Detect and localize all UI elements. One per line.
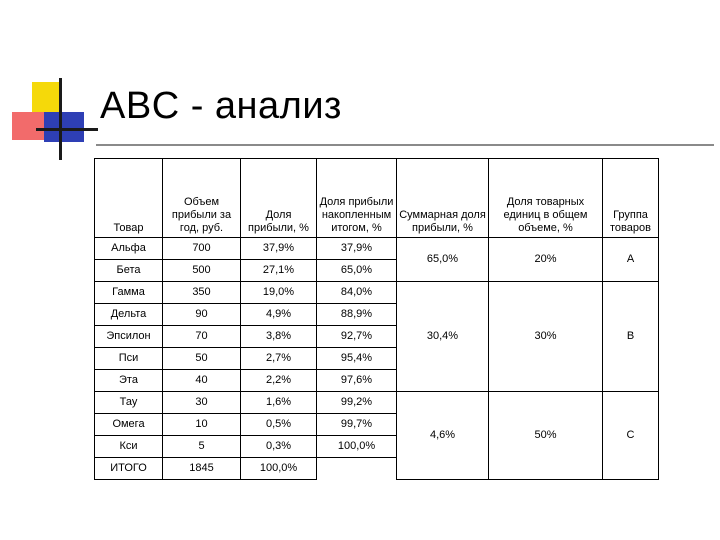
cell-cumulative: 88,9% — [317, 304, 397, 326]
cell-profit: 350 — [163, 282, 241, 304]
title-rule — [96, 144, 714, 146]
cell-cumulative: 95,4% — [317, 348, 397, 370]
cell-group-a: А — [603, 238, 659, 282]
cell-item: Эпсилон — [95, 326, 163, 348]
abc-table — [94, 158, 659, 480]
cell-summary-group-c: 4,6% — [397, 392, 489, 480]
header-group: Группа товаров — [603, 159, 659, 238]
header-cumulative-share: Доля прибыли накопленным итогом, % — [317, 159, 397, 238]
cell-profit: 700 — [163, 238, 241, 260]
header-profit-volume: Объем прибыли за год, руб. — [163, 159, 241, 238]
cell-total-profit: 1845 — [163, 458, 241, 480]
cell-cumulative: 37,9% — [317, 238, 397, 260]
slide-title: ABC - анализ — [100, 85, 342, 127]
cell-share: 37,9% — [241, 238, 317, 260]
cell-item: Пси — [95, 348, 163, 370]
cell-share: 19,0% — [241, 282, 317, 304]
cell-item: Омега — [95, 414, 163, 436]
cell-item: Дельта — [95, 304, 163, 326]
header-summary-share: Суммарная доля прибыли, % — [397, 159, 489, 238]
cell-profit: 500 — [163, 260, 241, 282]
cell-share: 0,5% — [241, 414, 317, 436]
cell-profit: 50 — [163, 348, 241, 370]
cell-group-c: С — [603, 392, 659, 480]
cell-item: Тау — [95, 392, 163, 414]
cell-group-b: В — [603, 282, 659, 392]
cell-share: 0,3% — [241, 436, 317, 458]
cell-cumulative: 99,2% — [317, 392, 397, 414]
cell-cumulative: 99,7% — [317, 414, 397, 436]
cell-cumulative: 97,6% — [317, 370, 397, 392]
cell-share: 2,7% — [241, 348, 317, 370]
table-row — [95, 392, 659, 414]
decor-blue-square — [44, 112, 84, 142]
cell-cumulative: 100,0% — [317, 436, 397, 458]
cell-item: Альфа — [95, 238, 163, 260]
header-item: Товар — [95, 159, 163, 238]
cell-summary-group-a: 65,0% — [397, 238, 489, 282]
header-unit-share: Доля товарных единиц в общем объеме, % — [489, 159, 603, 238]
table-row — [95, 282, 659, 304]
cell-share: 27,1% — [241, 260, 317, 282]
table-row — [95, 238, 659, 260]
cell-share: 2,2% — [241, 370, 317, 392]
cell-total-label: ИТОГО — [95, 458, 163, 480]
cell-units-group-a: 20% — [489, 238, 603, 282]
cell-profit: 90 — [163, 304, 241, 326]
cell-share: 4,9% — [241, 304, 317, 326]
cell-units-group-b: 30% — [489, 282, 603, 392]
cell-profit: 30 — [163, 392, 241, 414]
cell-share: 3,8% — [241, 326, 317, 348]
cell-share: 1,6% — [241, 392, 317, 414]
cell-cumulative: 84,0% — [317, 282, 397, 304]
cell-summary-group-b: 30,4% — [397, 282, 489, 392]
decor-yellow-square — [32, 82, 60, 112]
decor-horizontal-line — [36, 128, 98, 131]
cell-item: Эта — [95, 370, 163, 392]
cell-profit: 70 — [163, 326, 241, 348]
cell-item: Гамма — [95, 282, 163, 304]
cell-cumulative: 65,0% — [317, 260, 397, 282]
cell-cumulative: 92,7% — [317, 326, 397, 348]
cell-total-share: 100,0% — [241, 458, 317, 480]
decor-vertical-line — [59, 78, 62, 160]
cell-profit: 40 — [163, 370, 241, 392]
cell-profit: 10 — [163, 414, 241, 436]
cell-item: Кси — [95, 436, 163, 458]
header-profit-share: Доля прибыли, % — [241, 159, 317, 238]
cell-item: Бета — [95, 260, 163, 282]
cell-units-group-c: 50% — [489, 392, 603, 480]
cell-profit: 5 — [163, 436, 241, 458]
table-header-row — [95, 159, 659, 238]
